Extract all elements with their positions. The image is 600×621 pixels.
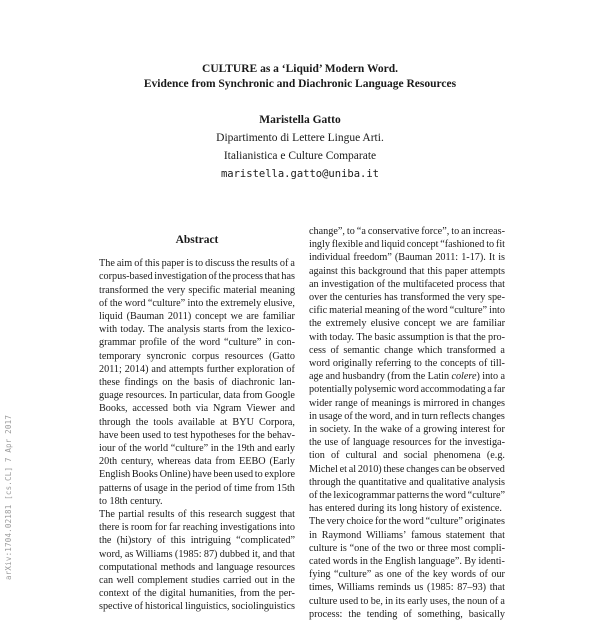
intro-line: culture used to be, in its early uses, the noun of a (309, 595, 505, 607)
abstract-heading: Abstract (175, 234, 219, 246)
intro-line: over the centuries has transformed the very spe- (309, 292, 505, 304)
intro-line: with today. The basic assumption is that the pro- (309, 331, 505, 343)
abstract-line: have been used to test hypotheses for the behav- (99, 429, 295, 441)
paper-title (0, 62, 600, 92)
abstract-line: English Books Online) have been used to explore (99, 469, 295, 481)
abstract-column (99, 234, 295, 614)
intro-body (309, 225, 505, 621)
abstract-line: to 18th century. (99, 495, 163, 507)
title-line-2: Evidence from Synchronic and Diachronic Language Resources (143, 78, 457, 90)
intro-line: word originally referring to the concepts of till- (309, 358, 505, 370)
abstract-line: guage resources. In particular, data from Google (99, 390, 295, 402)
abstract-line: spective of historical linguistics, sociolinguistics (99, 601, 295, 613)
author-email[interactable]: maristella.gatto@uniba.it (220, 168, 380, 180)
abstract-line: corpus-based investigation of the process that has (99, 271, 295, 283)
intro-line: potentially polysemic word accommodating a far (309, 384, 505, 396)
intro-line: Michel et al 2010) these changes can be observed (309, 463, 505, 475)
intro-line: times, Williams reminds us (1985: 87–93) that (309, 582, 505, 594)
abstract-line: iour of the world “culture” in the 19th and early (99, 443, 295, 455)
intro-line: in Raymond Williams’ famous statement that (309, 529, 505, 541)
abstract-line: patterns of usage in the period of time from 15th (99, 482, 295, 494)
intro-line: wider range of meanings is mirrored in changes (309, 397, 505, 409)
intro-line: individual freedom” (Bauman 2011: 1-17). It is (309, 252, 505, 264)
intro-line: against this background that this paper attempts (309, 265, 505, 277)
abstract-line: with today. The analysis starts from the lexico- (99, 324, 295, 336)
intro-line: ingly flexible and liquid concept “fashioned to fit (309, 239, 505, 251)
title-line-1: CULTURE as a ‘Liquid’ Modern Word. (202, 63, 398, 75)
intro-line: the use of language resources for the investiga- (309, 437, 505, 449)
arxiv-side-stamp: arXiv:1704.02181 [cs.CL] 7 Apr 2017 (4, 414, 13, 580)
abstract-line: The partial results of this research suggest that (99, 509, 295, 521)
intro-line: has entered during its long history of existence. (309, 503, 502, 515)
abstract-line: 20th century, whereas data from EEBO (Early (99, 456, 295, 468)
abstract-line: temporary syncronic corpus resources (Gatto (99, 350, 295, 362)
abstract-line: 2011; 2014) and attempts further exploration of (99, 363, 295, 375)
abstract-line: can well complement studies carried out in the (99, 575, 295, 587)
intro-line: culture is “one of the two or three most compli- (309, 542, 505, 554)
intro-line: process: the tending of something, basically (309, 608, 505, 620)
abstract-line: computational methods and language resources (99, 561, 295, 573)
abstract-line: Books, accessed both via Ngram Viewer and (99, 403, 295, 415)
abstract-line: context of the digital humanities, from the per- (99, 588, 295, 600)
intro-line: fying “culture” as one of the key words of our (309, 569, 505, 581)
abstract-line: through the tools available at BYU Corpora, (99, 416, 295, 428)
abstract-body (99, 257, 295, 613)
intro-line: in society. In the wake of a growing interest for (309, 424, 505, 436)
intro-line: tion of cultural and social phenomena (e.g. (309, 450, 505, 462)
abstract-line: transformed the very specific material meaning (99, 284, 295, 296)
intro-line: the extremely elusive concept we are familiar (309, 318, 505, 330)
abstract-line: word, as Williams (1985: 87) dubbed it, and that (99, 548, 295, 560)
intro-line: The very choice for the word “culture” originates (309, 516, 505, 528)
intro-line: cess of semantic change which transformed a (309, 344, 505, 356)
intro-line: through the quantitative and qualitative analysis (309, 476, 505, 488)
intro-line: cific material meaning of the word “culture” into (309, 305, 505, 317)
abstract-line: grammar profile of the word “culture” in con- (99, 337, 295, 349)
intro-line: cated words in the English language”. By identi- (309, 556, 505, 568)
abstract-line: liquid (Bauman 2011) concept we are familiar (99, 311, 295, 323)
abstract-line: The aim of this paper is to discuss the results of a (99, 258, 295, 270)
intro-column (309, 225, 505, 621)
intro-line: an investigation of the multifaceted process that (309, 278, 505, 290)
abstract-line: these findings on the basis of diachronic lan- (99, 377, 295, 389)
author-name: Maristella Gatto (259, 114, 341, 126)
abstract-line: of the word “culture” into the extremely elusive, (99, 297, 295, 309)
abstract-line: there is room for far reaching investigations into (99, 522, 295, 534)
intro-line: of the lexicogrammar patterns the word “culture” (309, 490, 505, 502)
intro-line: change”, to “a conservative force”, to an increas- (309, 226, 505, 237)
abstract-line: the (hi)story of this intriguing “complicated” (99, 535, 295, 547)
intro-line: in usage of the word, and in turn reflects changes (309, 410, 505, 422)
author-block (0, 111, 600, 183)
author-affiliation-1: Dipartimento di Lettere Lingue Arti. (216, 132, 384, 144)
author-affiliation-2: Italianistica e Culture Comparate (223, 150, 377, 162)
intro-line: age and husbandry (from the Latin colere) into a (309, 371, 505, 383)
